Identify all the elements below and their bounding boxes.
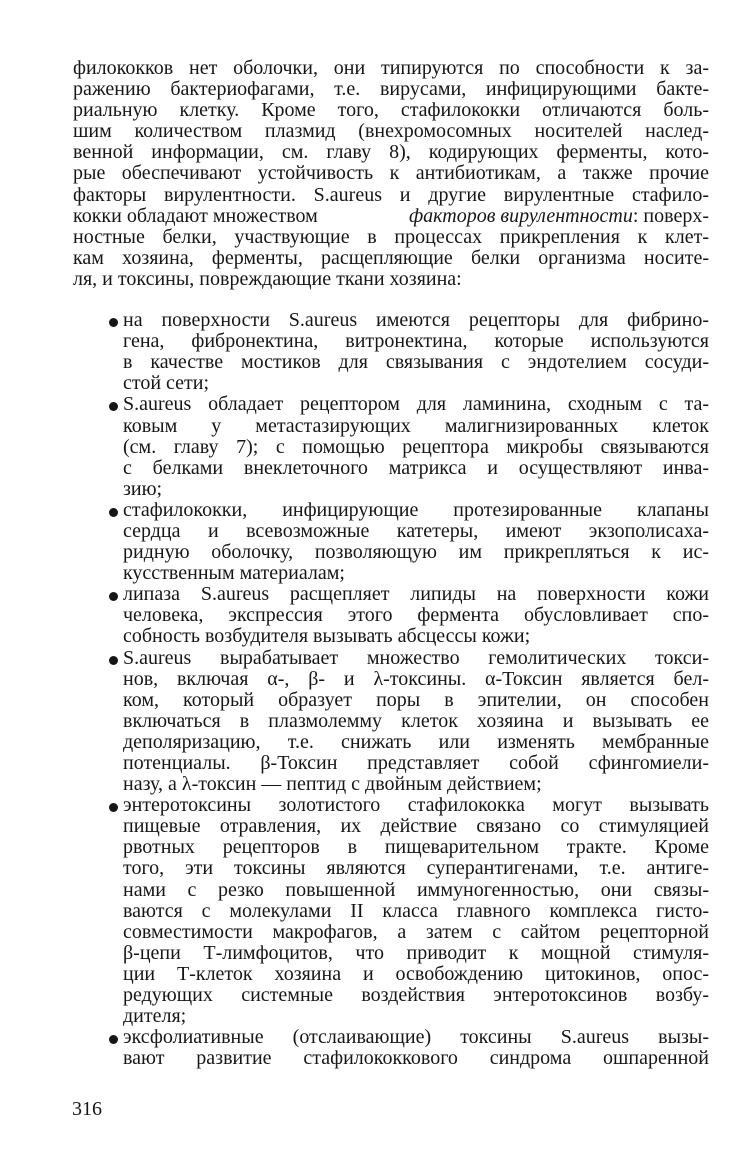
- list-item: [73, 795, 709, 1027]
- text-line: (см. главу 7); с помощью рецептора микробы связываются: [123, 435, 709, 458]
- bullet-list: [73, 310, 709, 1069]
- text-line: нами с резко повышенной иммуногенностью, они связы-: [123, 878, 709, 901]
- text-line: липаза S.aureus расщепляет липиды на поверхности кожи: [123, 583, 709, 606]
- text-line: собность возбудителя вызывать абсцессы кожи;: [123, 625, 531, 648]
- text-line: эксфолиативные (отслаивающие) токсины S.aureus вызы-: [123, 1026, 709, 1049]
- text-line: филококков нет оболочки, они типируются по способности к за-: [73, 57, 709, 79]
- bullet-icon: [109, 402, 118, 411]
- text-line: потенциалы. β-Токсин представляет собой сфингомиели-: [123, 752, 709, 774]
- text-line: ридную оболочку, позволяющую им прикрепляться к ис-: [123, 541, 709, 564]
- list-item: [73, 394, 709, 499]
- text-line: дителя;: [123, 1005, 187, 1028]
- text-line: ваются с молекулами II класса главного комплекса гисто-: [123, 899, 709, 922]
- text-line: ковым у метастазирующих малигнизированных клеток: [123, 414, 709, 437]
- page-body: [73, 58, 709, 1069]
- list-item: [73, 584, 709, 647]
- text-line: ражению бактериофагами, т.е. вирусами, инфицирующими бакте-: [73, 78, 709, 101]
- text-fragment: [409, 206, 709, 227]
- text-line: S.aureus обладает рецептором для ламинина, сходным с та-: [123, 393, 709, 416]
- text-line: рые обеспечивают устойчивость к антибиотикам, а также прочие: [73, 162, 709, 185]
- text-line: сердца и всевозможные катетеры, имеют экзополисаха-: [123, 519, 709, 542]
- text-line: пищевые отравления, их действие связано со стимуляцией: [123, 815, 709, 838]
- text-line: в качестве мостиков для связывания с эндотелием сосуди-: [123, 351, 709, 374]
- list-item: [73, 310, 709, 394]
- text-fragment: : поверх-: [632, 204, 709, 227]
- text-line: человека, экспрессия этого фермента обусловливает спо-: [123, 604, 709, 627]
- bullet-icon: [109, 508, 118, 517]
- text-line: совместимости макрофагов, а затем с сайтом рецепторной: [123, 920, 709, 943]
- text-line: ции Т-клеток хозяина и освобождению цитокинов, опос-: [123, 962, 709, 985]
- text-line: назу, а λ-токсин — пептид с двойным действием;: [123, 773, 542, 796]
- intro-paragraph: [73, 58, 709, 290]
- text-line: включаться в плазмолемму клеток хозяина и вызывать ее: [123, 709, 709, 732]
- text-line: риальную клетку. Кроме того, стафилококки отличаются боль-: [73, 99, 709, 122]
- text-line: деполяризацию, т.е. снижать или изменять мембранные: [123, 730, 709, 753]
- page-number: 316: [72, 1098, 102, 1120]
- text-line: с белками внеклеточного матрикса и осуществляют инва-: [123, 456, 709, 479]
- text-line: нов, включая α-, β- и λ-токсины. α-Токсин является бел-: [123, 667, 709, 690]
- text-line: гена, фибронектина, витронектина, которые используются: [123, 330, 709, 353]
- text-line: ля, и токсины, повреждающие ткани хозяина:: [73, 267, 462, 290]
- text-line: шим количеством плазмид (внехромосомных носителей наслед-: [73, 120, 709, 143]
- text-line: стой сети;: [123, 372, 210, 395]
- text-line: [73, 206, 709, 227]
- text-line: редующих системные воздействия энтеротоксинов возбу-: [123, 984, 709, 1007]
- bullet-icon: [109, 803, 118, 812]
- list-item: [73, 500, 709, 584]
- text-line: S.aureus вырабатывает множество гемолитических токси-: [123, 646, 709, 669]
- list-item: [73, 1027, 709, 1069]
- text-line: стафилококки, инфицирующие протезированные клапаны: [123, 498, 709, 521]
- bullet-icon: [109, 592, 118, 601]
- emphasis-term: факторов вирулентности: [408, 204, 633, 227]
- text-line: энтеротоксины золотистого стафилококка могут вызывать: [123, 794, 709, 817]
- text-line: зию;: [123, 477, 163, 500]
- bullet-icon: [109, 1035, 118, 1044]
- text-line: ностные белки, участвующие в процессах прикрепления к клет-: [73, 225, 709, 248]
- text-line: ком, который образует поры в эпителии, он способен: [123, 688, 709, 711]
- text-line: венной информации, см. главу 8), кодирующих ферменты, кото-: [73, 141, 709, 164]
- text-fragment: кокки обладают множеством: [73, 204, 318, 227]
- list-item: [73, 648, 709, 796]
- text-line: рвотных рецепторов в пищеварительном тракте. Кроме: [123, 836, 709, 859]
- text-line: вают развитие стафилококкового синдрома ошпаренной: [123, 1047, 709, 1070]
- bullet-icon: [109, 318, 118, 327]
- text-line: на поверхности S.aureus имеются рецепторы для фибрино-: [123, 309, 709, 332]
- text-line: кам хозяина, ферменты, расщепляющие белки организма носите-: [73, 246, 709, 269]
- bullet-icon: [109, 656, 118, 665]
- text-line: β-цепи Т-лимфоцитов, что приводит к мощной стимуля-: [123, 941, 709, 964]
- text-line: того, эти токсины являются суперантигенами, т.е. антиге-: [123, 857, 709, 880]
- text-line: кусственным материалам;: [123, 562, 345, 585]
- text-line: факторы вирулентности. S.aureus и другие вирулентные стафило-: [73, 183, 709, 206]
